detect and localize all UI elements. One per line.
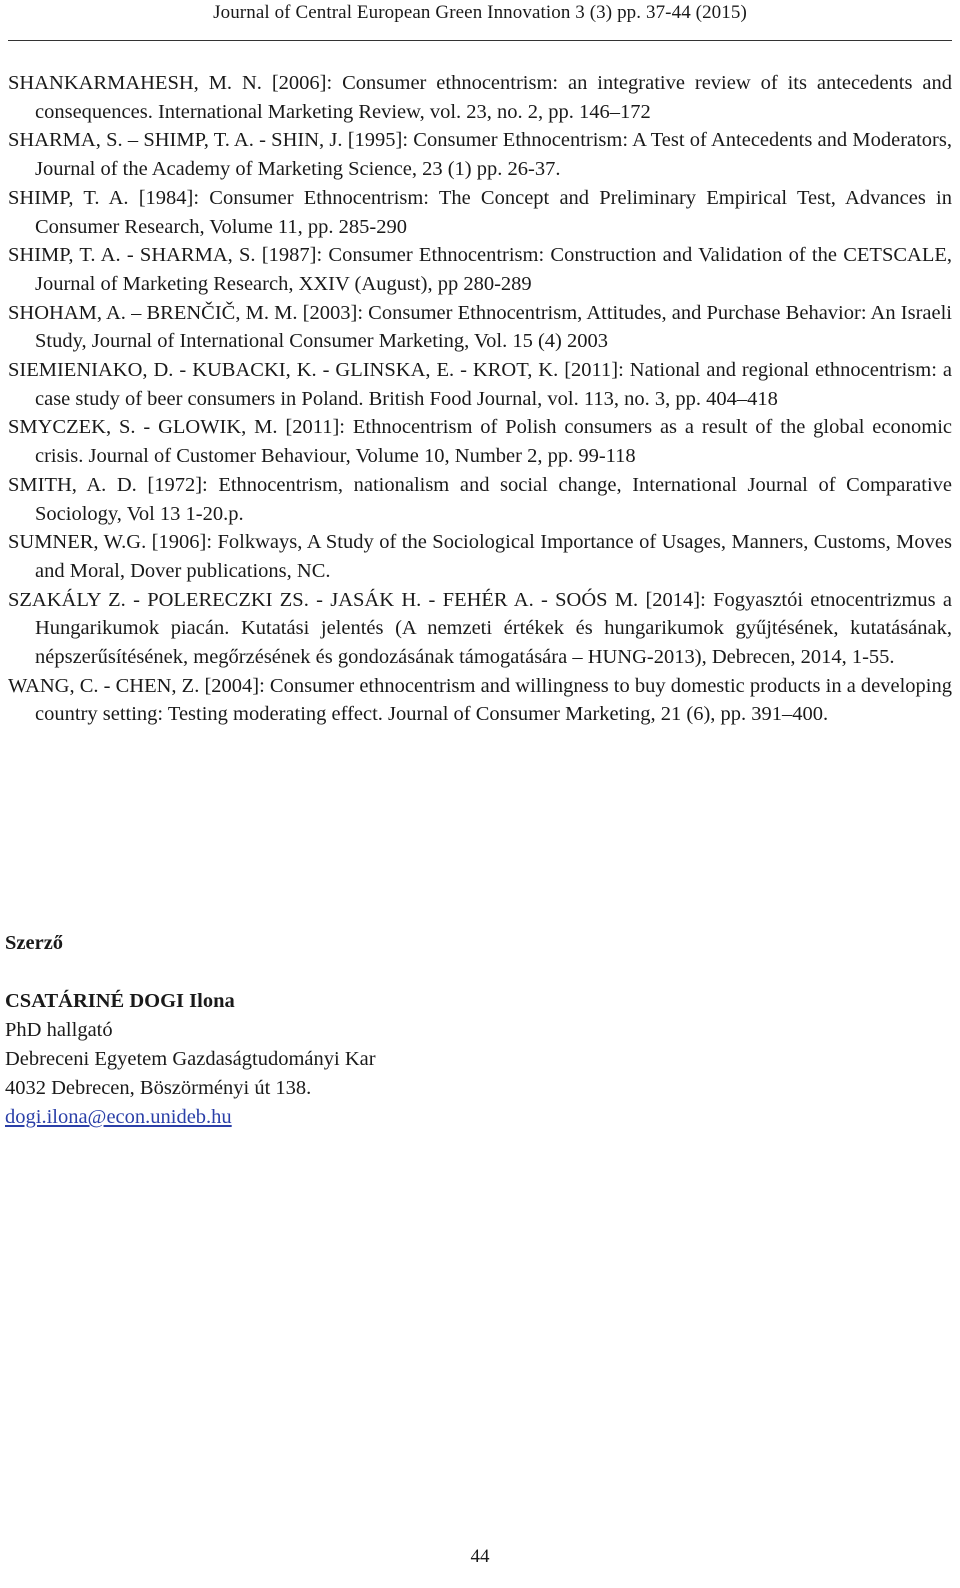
author-section-title: Szerző <box>5 932 64 954</box>
reference-shankarmahesh-2006: SHANKARMAHESH, M. N. [2006]: Consumer ethnocentrism: an integrative review of its antecedents and consequences. International Marketing Review, vol. 23, no. 2, pp. 146–172 <box>8 72 952 123</box>
author-name: CSATÁRINÉ DOGI Ilona <box>5 990 235 1012</box>
reference-sharma-1995: SHARMA, S. – SHIMP, T. A. - SHIN, J. [1995]: Consumer Ethnocentrism: A Test of Antecedents and Moderators, Journal of the Academy of Marketing Science, 23 (1) pp. 26-37. <box>8 129 952 181</box>
reference-sumner-1906: SUMNER, W.G. [1906]: Folkways, A Study of the Sociological Importance of Usages, Manners, Customs, Moves and Moral, Dover publications, NC. <box>8 531 952 582</box>
running-header: Journal of Central European Green Innovation 3 (3) pp. 37-44 (2015) <box>213 2 747 23</box>
reference-shimp-1984: SHIMP, T. A. [1984]: Consumer Ethnocentrism: The Concept and Preliminary Empirical Test, Advances in Consumer Research, Volume 11, pp. 285-290 <box>8 186 952 238</box>
author-position: PhD hallgató <box>5 1019 113 1041</box>
reference-shoham-2003: SHOHAM, A. – BRENČIČ, M. M. [2003]: Consumer Ethnocentrism, Attitudes, and Purchase Behavior: An Israeli Study, Journal of International Consumer Marketing, Vol. 15 (4) 2003 <box>8 301 952 353</box>
reference-szakaly-2014: SZAKÁLY Z. - POLERECZKI ZS. - JASÁK H. - FEHÉR A. - SOÓS M. [2014]: Fogyasztói etnocentrizmus a Hungarikumok piacán. Kutatási jelentés (A nemzeti értékek és hungarikumok gyűjtésének, kutatásának, népszerűsítésének, megőrzésének és gondozásának támogatására – HUNG-2013), Debrecen, 2014, 1-55. <box>8 588 952 669</box>
page-number: 44 <box>470 1546 490 1567</box>
reference-siemieniako-2011: SIEMIENIAKO, D. - KUBACKI, K. - GLINSKA, E. - KROT, K. [2011]: National and regional ethnocentrism: a case study of beer consumers in Poland. British Food Journal, vol. 113, no. 3, pp. 404–418 <box>8 359 952 410</box>
reference-shimp-sharma-1987: SHIMP, T. A. - SHARMA, S. [1987]: Consumer Ethnocentrism: Construction and Validation of the CETSCALE, Journal of Marketing Research, XXIV (August), pp 280-289 <box>8 244 952 295</box>
author-section <box>5 929 945 1132</box>
author-affiliation: Debreceni Egyetem Gazdaságtudományi Kar <box>5 1048 376 1070</box>
reference-smith-1972: SMITH, A. D. [1972]: Ethnocentrism, nationalism and social change, International Journal of Comparative Sociology, Vol 13 1-20.p. <box>8 473 952 525</box>
reference-wang-2004: WANG, C. - CHEN, Z. [2004]: Consumer ethnocentrism and willingness to buy domestic products in a developing country setting: Testing moderating effect. Journal of Consumer Marketing, 21 (6), pp. 391–400. <box>8 674 953 726</box>
reference-list <box>8 69 952 729</box>
author-email-link[interactable]: dogi.ilona@econ.unideb.hu <box>5 1106 232 1128</box>
reference-smyczek-2011: SMYCZEK, S. - GLOWIK, M. [2011]: Ethnocentrism of Polish consumers as a result of the global economic crisis. Journal of Customer Behaviour, Volume 10, Number 2, pp. 99-118 <box>8 416 952 468</box>
header-divider <box>8 40 952 41</box>
author-address: 4032 Debrecen, Böszörményi út 138. <box>5 1077 312 1099</box>
